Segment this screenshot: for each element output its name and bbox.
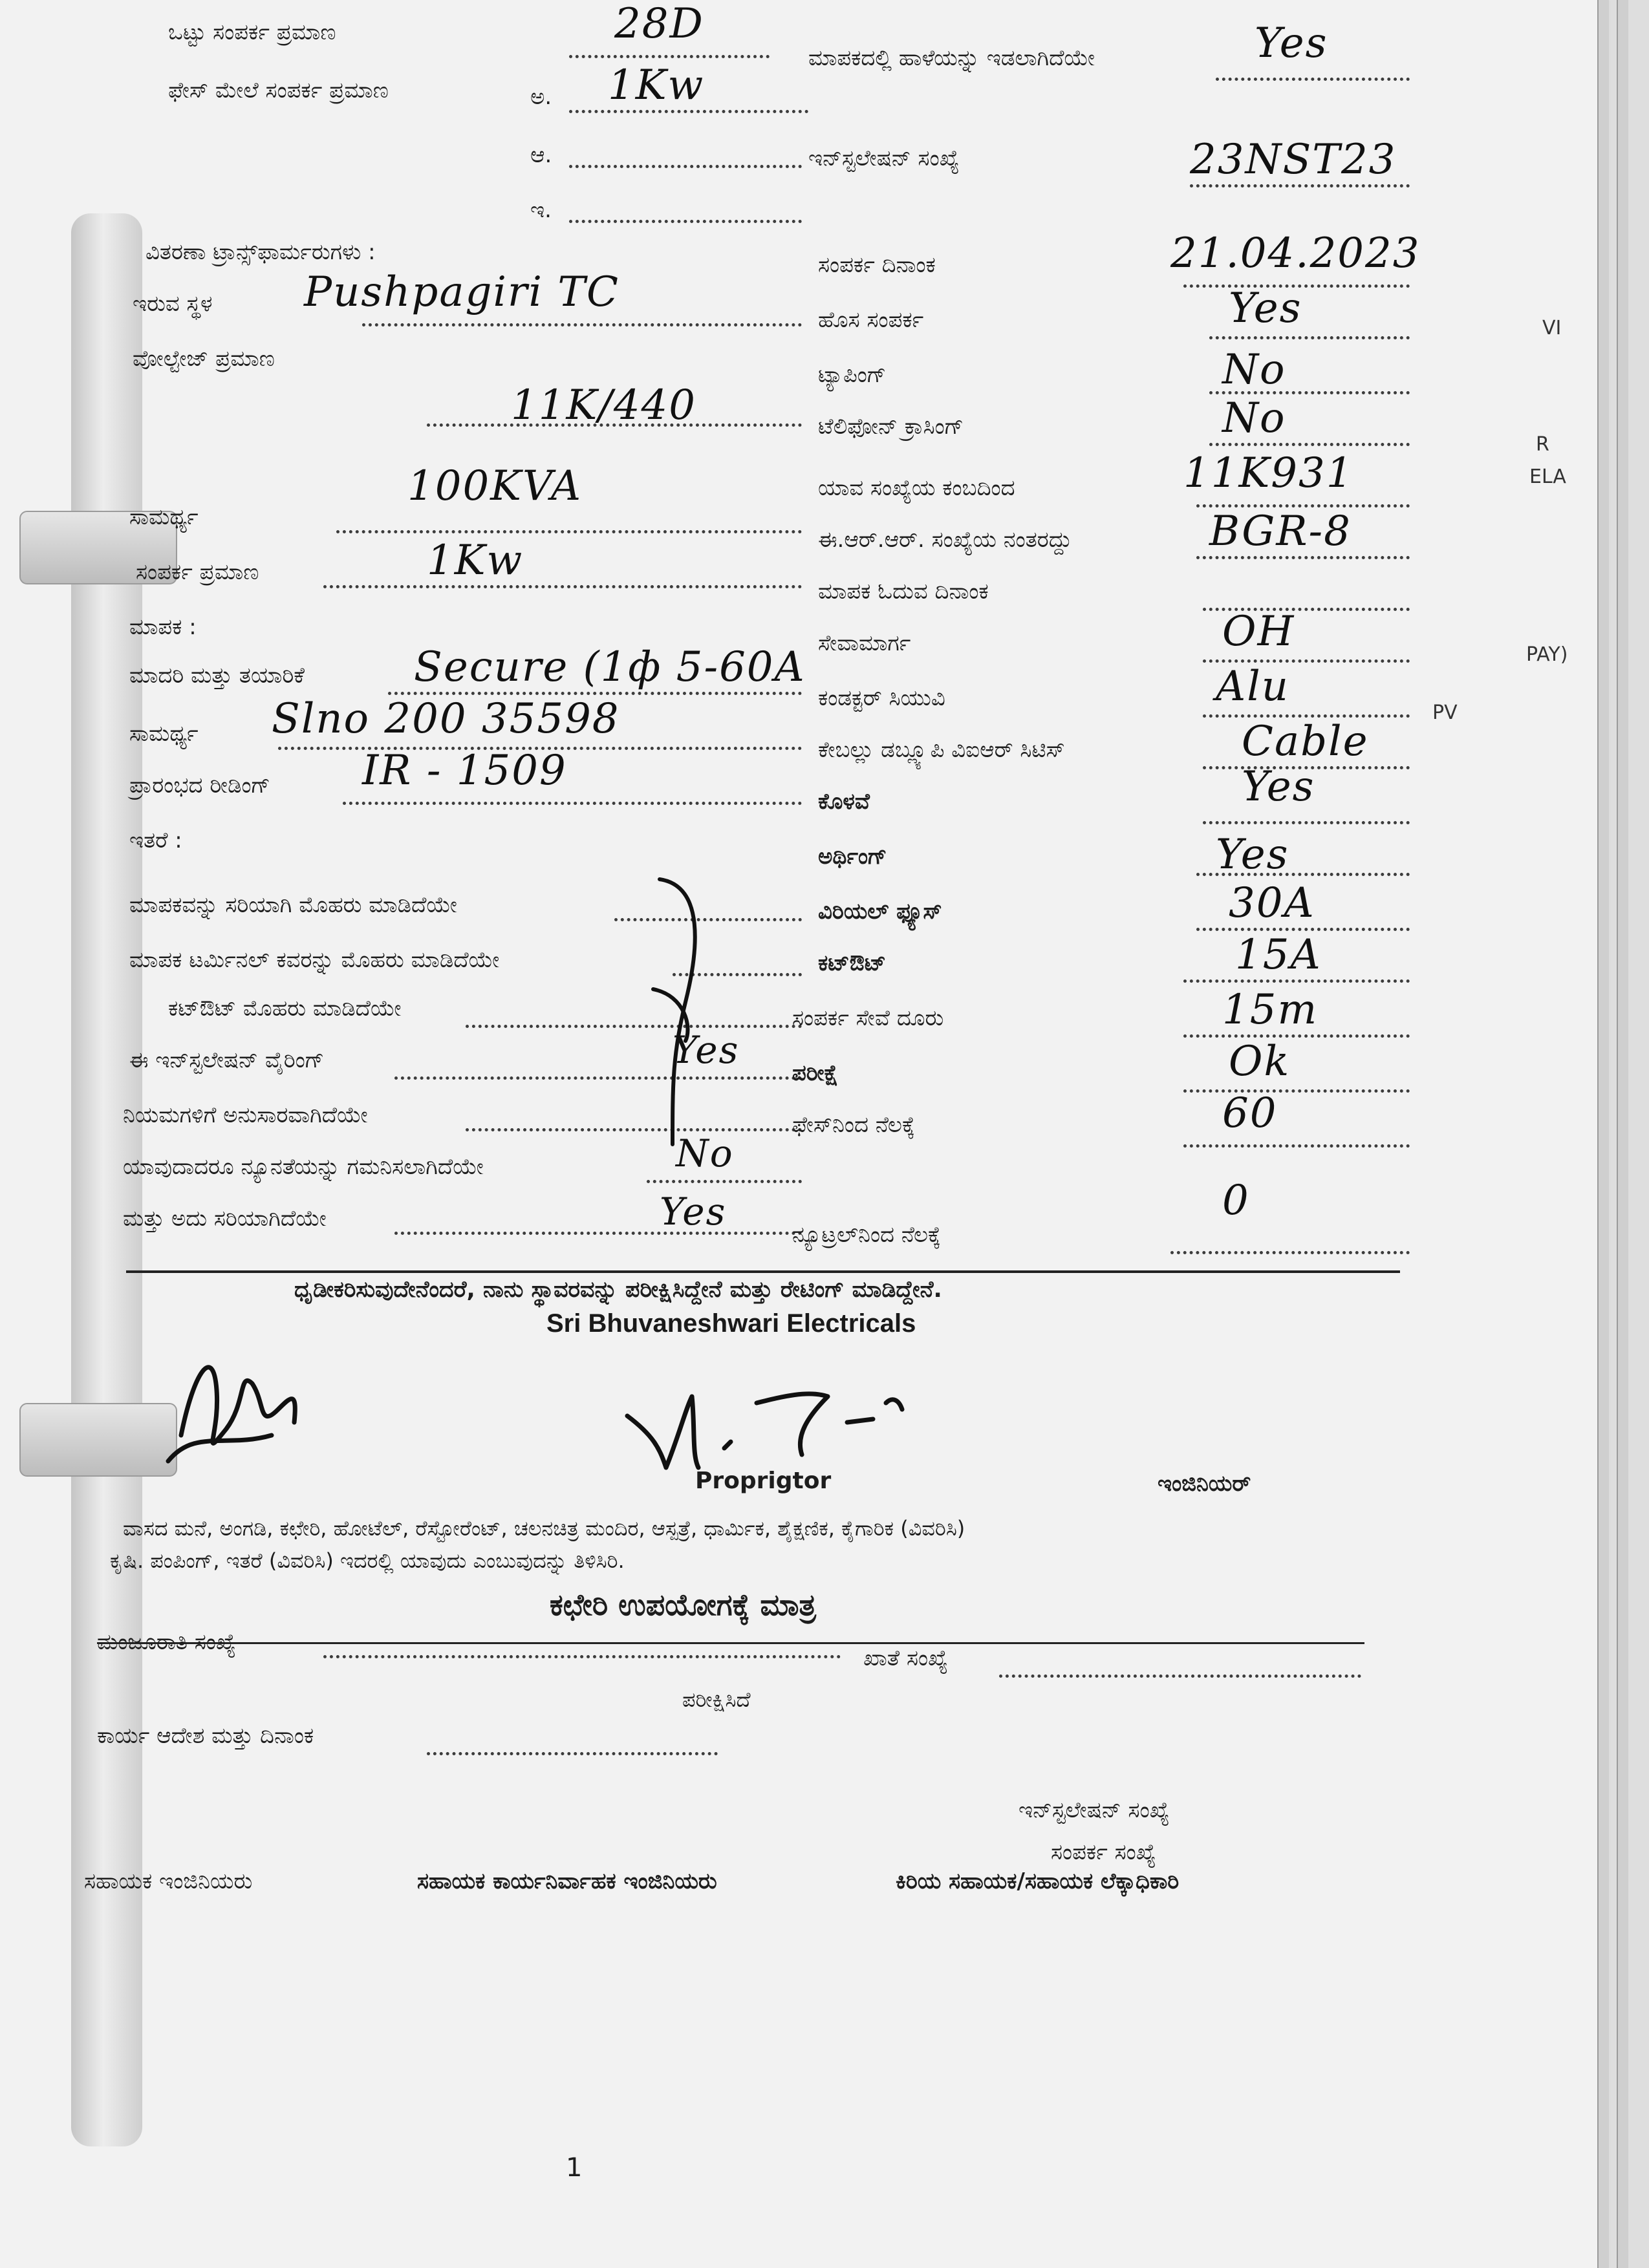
field-label-sanction-no: ಮಂಜೂರಾತಿ ಸಂಖ್ಯೆ — [97, 1629, 236, 1655]
company-name: Sri Bhuvaneshwari Electricals — [546, 1309, 916, 1338]
signatory-assistant-executive-engineer: ಸಹಾಯಕ ಕಾರ್ಯನಿರ್ವಾಹಕ ಇಂಜಿನಿಯರು — [417, 1868, 717, 1894]
field-label-account-no: ಖಾತೆ ಸಂಖ್ಯೆ — [863, 1645, 948, 1671]
field-label-installation-no-office: ಇನ್‌ಸ್ಟಲೇಷನ್ ಸಂಖ್ಯೆ — [1018, 1797, 1170, 1823]
field-label-capacity: ಸಾಮರ್ಥ್ಯ — [129, 504, 199, 530]
field-line — [569, 165, 802, 168]
field-line — [362, 323, 802, 326]
field-value-cutout: 15A — [1235, 931, 1322, 979]
field-value-initial-reading: IR - 1509 — [362, 747, 567, 795]
phase-prefix-b: ಆ. — [530, 142, 552, 168]
side-fragment: R — [1536, 433, 1549, 456]
field-value-tapping: No — [1222, 346, 1286, 394]
field-line — [466, 1128, 802, 1131]
field-label-correct: ಮತ್ತು ಅದು ಸರಿಯಾಗಿದೆಯೇ — [123, 1206, 327, 1232]
field-value-aerial-fuse: 30A — [1229, 879, 1315, 927]
field-value-connection-rating: 1Kw — [427, 537, 524, 584]
field-label-cutout-sealed: ಕಟ್‌ಔಟ್ ಮೊಹರು ಮಾಡಿದೆಯೇ — [168, 996, 402, 1022]
field-value-err-number: BGR-8 — [1209, 508, 1352, 555]
field-line — [1170, 1251, 1410, 1254]
page-edge — [1617, 0, 1628, 2268]
field-label-telephone-crossing: ಟೆಲಿಫೋನ್ ಕ್ರಾಸಿಂಗ್ — [818, 414, 964, 440]
field-line — [1183, 1089, 1410, 1093]
field-line — [1209, 443, 1410, 446]
field-label-tapping: ಟ್ಯಾಪಿಂಗ್ — [818, 362, 887, 388]
field-label-installation-wiring: ಈ ಇನ್‌ಸ್ಟಲೇಷನ್ ವೈರಿಂಗ್ — [129, 1047, 325, 1073]
field-value-sheet-in-meter: Yes — [1255, 19, 1328, 67]
signatory-accountant: ಕಿರಿಯ ಸಹಾಯಕ/ಸಹಾಯಕ ಲೆಕ್ಕಾಧಿಕಾರಿ — [896, 1868, 1180, 1894]
field-line — [999, 1674, 1361, 1678]
phase-prefix-a: ಅ. — [530, 84, 552, 110]
field-label-err-number: ಈ.ಆರ್.ಆರ್. ಸಂಖ್ಯೆಯ ನಂತರದ್ದು — [818, 527, 1072, 553]
field-line — [1183, 1144, 1410, 1148]
field-label-testing: ಪರೀಕ್ಷೆ — [792, 1060, 839, 1086]
field-line — [1203, 821, 1410, 824]
field-line — [394, 1232, 802, 1235]
field-label-meter: ಮಾಪಕ : — [129, 614, 197, 640]
field-value-installation-no: 23NST23 — [1190, 136, 1397, 184]
field-line — [569, 55, 770, 58]
field-label-earthing: ಅರ್ಥಿಂಗ್ — [818, 844, 887, 870]
side-fragment: PV — [1432, 701, 1458, 724]
field-value-meter-make: Secure (1ф 5-60A — [414, 643, 806, 691]
field-label-connection-rating: ಸಂಪರ್ಕ ಪ್ರಮಾಣ — [136, 559, 259, 585]
signatory-assistant-engineer: ಸಹಾಯಕ ಇಂಜಿನಿಯರು — [84, 1868, 253, 1894]
handwritten-brace — [647, 873, 727, 1235]
field-label-connection-date: ಸಂಪರ್ಕ ದಿನಾಂಕ — [818, 252, 936, 278]
field-value-testing: Ok — [1229, 1038, 1291, 1086]
field-label-checked: ಪರೀಕ್ಷಿಸಿದೆ — [682, 1687, 751, 1712]
field-label-pole-number: ಯಾವ ಸಂಖ್ಯೆಯ ಕಂಬದಿಂದ — [818, 475, 1015, 501]
field-label-defects-noticed: ಯಾವುದಾದರೂ ನ್ಯೂನತೆಯನ್ನು ಗಮನಿಸಲಾಗಿದೆಯೇ — [123, 1154, 484, 1180]
field-label-cutout: ಕಟ್‌ಔಟ್ — [818, 950, 887, 976]
field-line — [427, 1752, 718, 1755]
side-fragment: VI — [1542, 317, 1562, 339]
field-label-aerial-fuse: ವಿರಿಯಲ್ ಫ್ಯೂಸ್ — [818, 899, 942, 925]
field-line — [1183, 1034, 1410, 1038]
field-label-service-route: ಸೇವಾಮಾರ್ಗ — [818, 630, 911, 656]
field-value-total-connected-load: 28D — [614, 0, 704, 48]
field-value-conductor: Alu — [1216, 663, 1289, 711]
field-value-earthing: Yes — [1216, 831, 1289, 879]
field-label-meter-capacity: ಸಾಮರ್ಥ್ಯ — [129, 721, 199, 747]
field-line — [323, 585, 802, 588]
field-label-new-connection: ಹೊಸ ಸಂಪರ್ಕ — [818, 307, 924, 333]
field-value-correct: Yes — [660, 1190, 727, 1234]
proprietor-label: Proprigtor — [695, 1468, 832, 1494]
field-value-wiring-ok: Yes — [673, 1028, 740, 1072]
field-value-meter-serial: Slno 200 35598 — [272, 695, 620, 743]
field-line — [323, 1655, 841, 1658]
field-line — [569, 220, 802, 223]
field-value-service-route: OH — [1222, 608, 1295, 656]
usage-note-line2: ಕೃಷಿ. ಪಂಪಿಂಗ್, ಇತರೆ (ವಿವರಿಸಿ) ಇದರಲ್ಲಿ ಯಾವುದು ಎಂಬುವುದನ್ನು ತಿಳಿಸಿರಿ. — [110, 1548, 625, 1573]
field-line — [394, 1076, 802, 1080]
field-label-per-phase-load: ಫೇಸ್ ಮೇಲೆ ಸಂಪರ್ಕ ಪ್ರಮಾಣ — [168, 78, 389, 103]
field-label-total-connected-load: ಒಟ್ಟು ಸಂಪರ್ಕ ಪ್ರಮಾಣ — [168, 19, 336, 45]
field-line — [1209, 336, 1410, 339]
page-number: 1 — [566, 2153, 583, 2183]
field-line — [1190, 184, 1410, 187]
field-value-phase-to-earth: 60 — [1222, 1089, 1278, 1137]
field-value-neutral-to-earth: 0 — [1222, 1177, 1250, 1225]
field-label-meter-reading-date: ಮಾಪಕ ಓದುವ ದಿನಾಂಕ — [818, 579, 989, 604]
field-line — [1183, 979, 1410, 983]
field-label-initial-reading: ಪ್ರಾರಂಭದ ರೀಡಿಂಗ್ — [129, 773, 270, 798]
field-value-location: Pushpagiri TC — [304, 268, 620, 316]
field-label-installation-no: ಇನ್‌ಸ್ಟಲೇಷನ್ ಸಂಖ್ಯೆ — [808, 145, 960, 171]
field-label-cable-type: ಕೇಬಲ್ಲು ಡಬ್ಲ್ಯೂಪಿ ವಿಐಆರ್ ಸಿಟಿಸ್ — [818, 737, 1065, 763]
usage-note-line1: ವಾಸದ ಮನೆ, ಅಂಗಡಿ, ಕಛೇರಿ, ಹೋಟೆಲ್, ರೆಸ್ಟೋರೆಂಟ್, ಚಲನಚಿತ್ರ ಮಂದಿರ, ಆಸ್ಪತ್ರೆ, ಧಾರ್ಮಿಕ, ಶೈಕ್ಷಣಿಕ, ಕೈಗಾರಿಕ (ವಿವರಿಸಿ) — [123, 1516, 965, 1541]
field-label-terminal-cover-sealed: ಮಾಪಕ ಟರ್ಮಿನಲ್ ಕವರನ್ನು ಮೊಹರು ಮಾಡಿದೆಯೇ — [129, 947, 500, 973]
field-line — [1216, 78, 1410, 81]
field-value-conduit: Yes — [1242, 763, 1315, 811]
side-fragment: ELA — [1529, 465, 1566, 488]
field-value-service-distance: 15m — [1222, 986, 1319, 1034]
signature-left — [155, 1332, 310, 1474]
field-value-connection-date: 21.04.2023 — [1170, 230, 1421, 277]
binder-strip — [71, 213, 142, 2146]
field-label-conduit: ಕೊಳವೆ — [818, 789, 870, 815]
field-value-new-connection: Yes — [1229, 284, 1302, 332]
field-label-phase-to-earth: ಫೇಸ್‌ನಿಂದ ನೆಲಕ್ಕೆ — [792, 1112, 915, 1138]
field-label-others: ಇತರೆ : — [129, 828, 182, 853]
field-value-transformer-capacity: 100KVA — [407, 462, 583, 510]
field-value-telephone-crossing: No — [1222, 394, 1286, 442]
field-line — [1196, 556, 1410, 559]
section-divider — [126, 1270, 1400, 1273]
field-label-conductor: ಕಂಡಕ್ಟರ್ ಸಿಯುವಿ — [818, 685, 945, 711]
field-value-per-phase-load: 1Kw — [608, 61, 705, 109]
field-line — [343, 802, 802, 805]
field-line — [466, 1025, 802, 1028]
field-value-voltage: 11K/440 — [511, 381, 696, 429]
office-use-rule — [97, 1642, 1364, 1644]
field-label-work-order: ಕಾರ್ಯ ಆದೇಶ ಮತ್ತು ದಿನಾಂಕ — [97, 1723, 314, 1749]
field-value-cable-type: Cable — [1242, 718, 1369, 765]
field-label-neutral-to-earth: ನ್ಯೂಟ್ರಲ್‌ನಿಂದ ನೆಲಕ್ಕೆ — [792, 1222, 941, 1248]
engineer-label: ಇಂಜಿನಿಯರ್ — [1158, 1471, 1251, 1497]
side-fragment: PAY) — [1526, 643, 1568, 666]
field-label-distribution-transformers: ವಿತರಣಾ ಟ್ರಾನ್ಸ್‌ಫಾರ್ಮರುಗಳು : — [146, 239, 376, 265]
phase-prefix-c: ಇ. — [530, 197, 552, 223]
field-label-location: ಇರುವ ಸ್ಥಳ — [133, 291, 213, 317]
field-label-meter-make: ಮಾದರಿ ಮತ್ತು ತಯಾರಿಕೆ — [129, 663, 305, 689]
field-line — [336, 530, 802, 533]
field-label-voltage: ವೋಲ್ಟೇಜ್ ಪ್ರಮಾಣ — [133, 346, 275, 372]
field-label-service-distance: ಸಂಪರ್ಕ ಸೇವೆ ದೂರು — [792, 1005, 944, 1031]
field-value-defects: No — [676, 1131, 734, 1175]
binder-clip — [19, 1403, 177, 1477]
field-line — [569, 110, 808, 113]
field-label-as-per-rules: ನಿಯಮಗಳಿಗೆ ಅನುಸಾರವಾಗಿದೆಯೇ — [123, 1102, 368, 1128]
field-label-sheet-in-meter: ಮಾಪಕದಲ್ಲಿ ಹಾಳೆಯನ್ನು ಇಡಲಾಗಿದೆಯೇ — [808, 45, 1095, 71]
field-value-pole-number: 11K931 — [1183, 449, 1354, 497]
field-label-meter-sealed: ಮಾಪಕವನ್ನು ಸರಿಯಾಗಿ ಮೊಹರು ಮಾಡಿದೆಯೇ — [129, 892, 457, 918]
page-edge — [1597, 0, 1609, 2268]
field-label-connection-no: ಸಂಪರ್ಕ ಸಂಖ್ಯೆ — [1051, 1839, 1156, 1865]
office-use-title: ಕಛೇರಿ ಉಪಯೋಗಕ್ಕೆ ಮಾತ್ರ — [550, 1587, 816, 1622]
certification-statement: ಧೃಡೀಕರಿಸುವುದೇನೆಂದರೆ, ನಾನು ಸ್ಥಾವರವನ್ನು ಪರೀಕ್ಷಿಸಿದ್ದೇನೆ ಮತ್ತು ರೇಟಿಂಗ್ ಮಾಡಿದ್ದೇನೆ. — [294, 1277, 942, 1303]
